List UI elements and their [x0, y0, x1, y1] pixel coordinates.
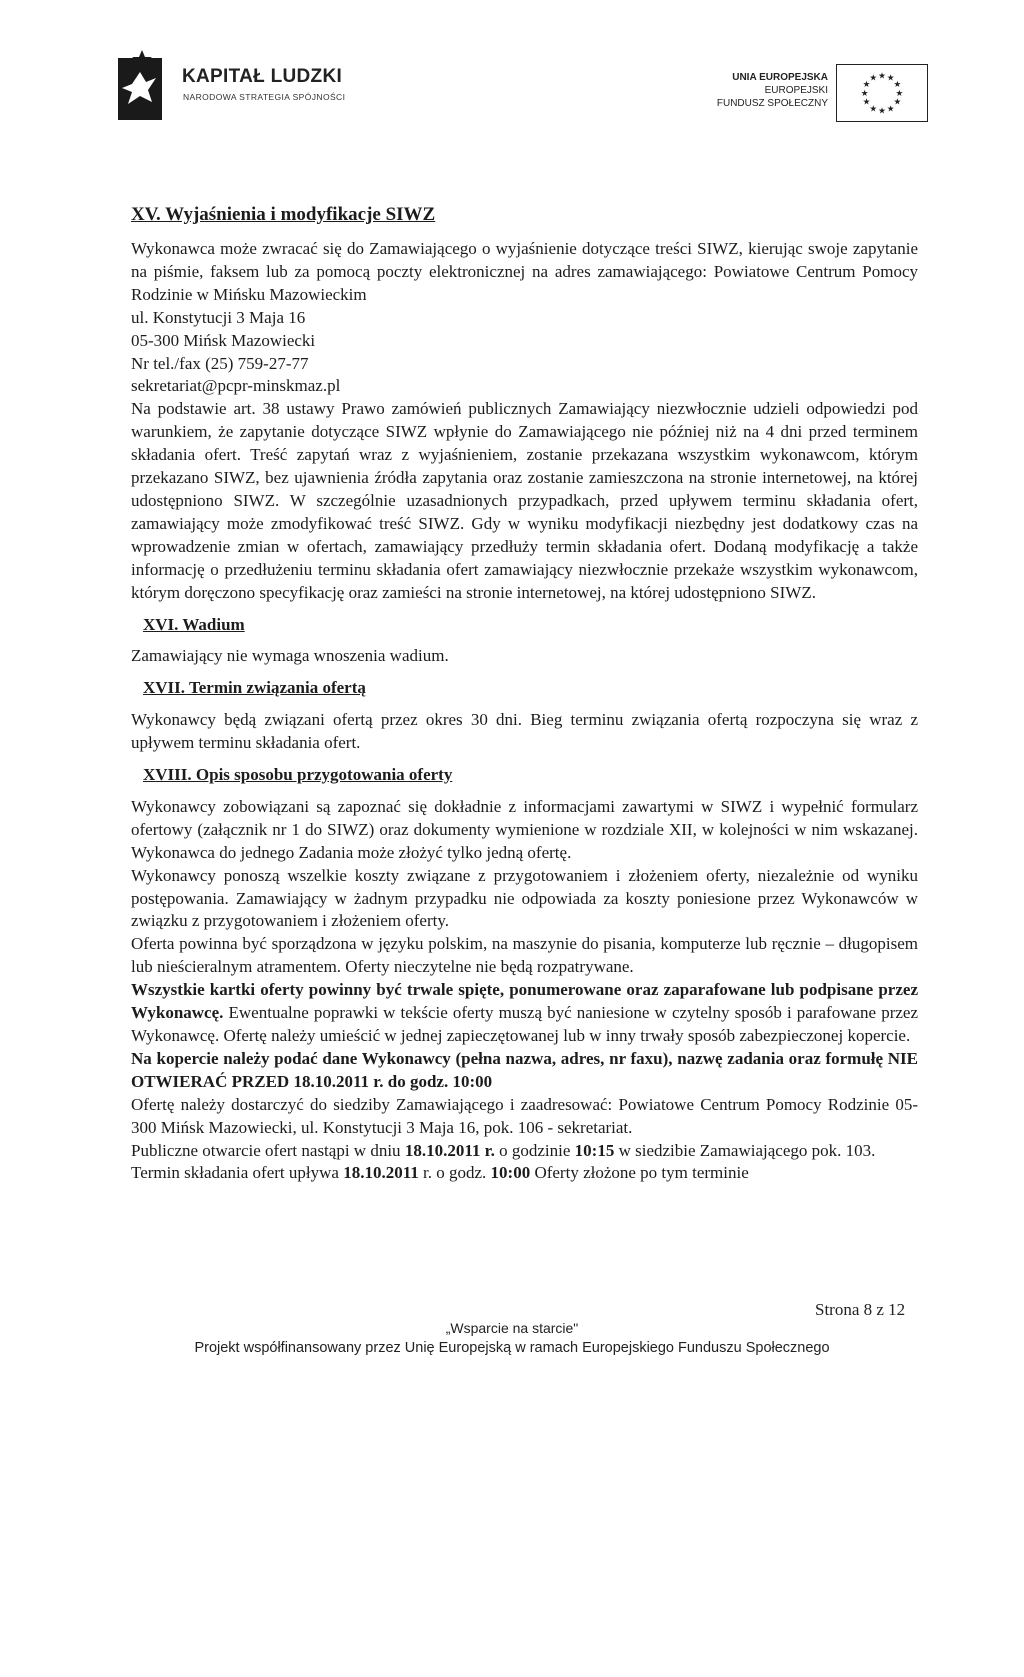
phone-line: Nr tel./fax (25) 759-27-77 [131, 353, 309, 373]
bold-date: 18.10.2011 [343, 1163, 419, 1183]
svg-text:★: ★ [878, 106, 886, 117]
paragraph [131, 1162, 918, 1185]
bold-text: Na kopercie należy podać dane Wykonawcy (pełna nazwa, adres, nr faxu), nazwę zadania oraz formułę NIE OTWIERAĆ PRZED 18.10.2011 r. do godz. 10:00 [131, 1048, 918, 1091]
text: w siedzibie Zamawiającego pok. 103. [614, 1140, 876, 1160]
paragraph: Wykonawcy ponoszą wszelkie koszty związane z przygotowaniem i złożeniem oferty, niezależnie od wyniku postępowania. Zamawiający w żadnym przypadku nie odpowiada za koszty poniesione przez Wykonawców w związku z przygotowaniem i złożeniem oferty. [131, 865, 918, 931]
text: Oferty złożone po tym terminie [530, 1163, 749, 1183]
project-name: „Wsparcie na starcie" [445, 1320, 579, 1336]
paragraph: Oferta powinna być sporządzona w języku polskim, na maszynie do pisania, komputerze lub ręcznie – długopisem lub nieścieralnym atramentem. Oferty nieczytelne nie będą rozpatrywane. [131, 934, 918, 977]
email-line: sekretariat@pcpr-minskmaz.pl [131, 376, 341, 396]
bold-time: 10:15 [574, 1140, 615, 1160]
text: Publiczne otwarcie ofert nastąpi w dniu [131, 1140, 405, 1160]
bold-time: 10:00 [490, 1163, 531, 1183]
paragraph: Ofertę należy dostarczyć do siedziby Zamawiającego i zaadresować: Powiatowe Centrum Pomocy Rodzinie 05-300 Mińsk Mazowiecki, ul. Konstytucji 3 Maja 16, pok. 106 - sekretariat. [131, 1094, 918, 1137]
paragraph: Na podstawie art. 38 ustawy Prawo zamówień publicznych Zamawiający niezwłocznie udzieli odpowiedzi pod warunkiem, że zapytanie dotyczące SIWZ wpłynie do Zamawiającego nie później niż na 4 dni przed terminem składania ofert. Treść zapytań wraz z wyjaśnieniem, zostanie przekazana wszystkim wykonawcom, którym przekazano SIWZ, bez ujawnienia źródła zapytania oraz zostanie zamieszczona na stronie internetowej, na której udostępniono SIWZ. W szczególnie uzasadnionych przypadkach, przed upływem terminu składania ofert, zamawiający może zmodyfikować treść SIWZ. Gdy w wyniku modyfikacji niezbędny jest dodatkowy czas na wprowadzenie zmian w ofertach, zamawiający przedłuży termin składania ofert. Dodaną modyfikację a także informację o przedłużeniu terminu składania ofert zamawiający niezwłocznie przekaże wszystkim wykonawcom, którym doręczono specyfikację oraz zamieści na stronie internetowej, na której udostępniono SIWZ. [131, 399, 918, 602]
bold-date: 18.10.2011 r. [404, 1140, 495, 1160]
eu-fund-label [628, 71, 828, 110]
section-heading-xvi: XVI. Wadium [143, 614, 245, 634]
paragraph: Wykonawca może zwracać się do Zamawiającego o wyjaśnienie dotyczące treści SIWZ, kierując swoje zapytanie na piśmie, faksem lub za pomocą poczty elektronicznej na adres zamawiającego: Powiatowe Centrum Pomocy Rodzinie w Mińsku Mazowieckim [131, 239, 918, 304]
cofinance-note: Projekt współfinansowany przez Unię Europejską w ramach Europejskiego Funduszu Społecznego [194, 1340, 830, 1356]
svg-text:★: ★ [893, 97, 902, 108]
bold-text: Wszystkie kartki oferty powinny być trwale spięte, ponumerowane oraz zaparafowane lub podpisane przez Wykonawcę. [131, 980, 918, 1023]
svg-text:★: ★ [860, 88, 869, 99]
text: r. o godz. [418, 1163, 491, 1183]
document-body [131, 203, 918, 1185]
eu-line-1: UNIA EUROPEJSKA [732, 72, 828, 83]
svg-text:★: ★ [869, 104, 878, 115]
svg-text:★: ★ [895, 88, 904, 99]
document-header [0, 0, 1024, 140]
text: o godzinie [494, 1140, 575, 1160]
text: Termin składania ofert upływa [131, 1163, 344, 1183]
address-line: 05-300 Mińsk Mazowiecki [131, 330, 316, 350]
kapital-ludzki-logo-icon [118, 50, 162, 120]
svg-text:★: ★ [862, 80, 871, 91]
eu-flag-icon [836, 64, 928, 122]
paragraph: Wykonawcy będą związani ofertą przez okres 30 dni. Bieg terminu związania ofertą rozpoczyna się wraz z upływem terminu składania ofert. [131, 710, 918, 753]
text: Ewentualne poprawki w tekście oferty muszą być naniesione w czytelny sposób i parafowane przez Wykonawcę. Ofertę należy umieścić w jednej zapieczętowanej lub w inny trwały sposób zabezpieczonej kopercie. [131, 1003, 918, 1045]
kapital-ludzki-title: KAPITAŁ LUDZKI [182, 66, 343, 87]
section-heading-xviii: XVIII. Opis sposobu przygotowania oferty [143, 765, 453, 785]
section-heading-xv: XV. Wyjaśnienia i modyfikacje SIWZ [131, 204, 436, 225]
svg-text:★: ★ [862, 97, 871, 108]
address-line: ul. Konstytucji 3 Maja 16 [131, 307, 306, 327]
page-number: Strona 8 z 12 [815, 1300, 906, 1319]
svg-text:★: ★ [878, 71, 886, 82]
svg-text:★: ★ [886, 104, 895, 115]
paragraph [131, 1048, 918, 1094]
svg-text:★: ★ [886, 73, 895, 84]
paragraph [131, 1140, 918, 1163]
svg-text:★: ★ [893, 80, 902, 91]
eu-line-3: FUNDUSZ SPOŁECZNY [716, 98, 828, 109]
paragraph: Wykonawcy zobowiązani są zapoznać się dokładnie z informacjami zawartymi w SIWZ i wypełnić formularz ofertowy (załącznik nr 1 do SIWZ) oraz dokumenty wymienione w rozdziale XII, w kolejności w nim wskazanej. Wykonawca do jednego Zadania może złożyć tylko jedną ofertę. [131, 796, 918, 862]
paragraph: Zamawiający nie wymaga wnoszenia wadium. [131, 646, 449, 666]
kapital-ludzki-subtitle: NARODOWA STRATEGIA SPÓJNOŚCI [183, 92, 346, 102]
eu-line-2: EUROPEJSKI [764, 85, 828, 96]
paragraph [131, 979, 918, 1048]
svg-text:★: ★ [869, 73, 878, 84]
section-heading-xvii: XVII. Termin związania ofertą [143, 678, 366, 698]
